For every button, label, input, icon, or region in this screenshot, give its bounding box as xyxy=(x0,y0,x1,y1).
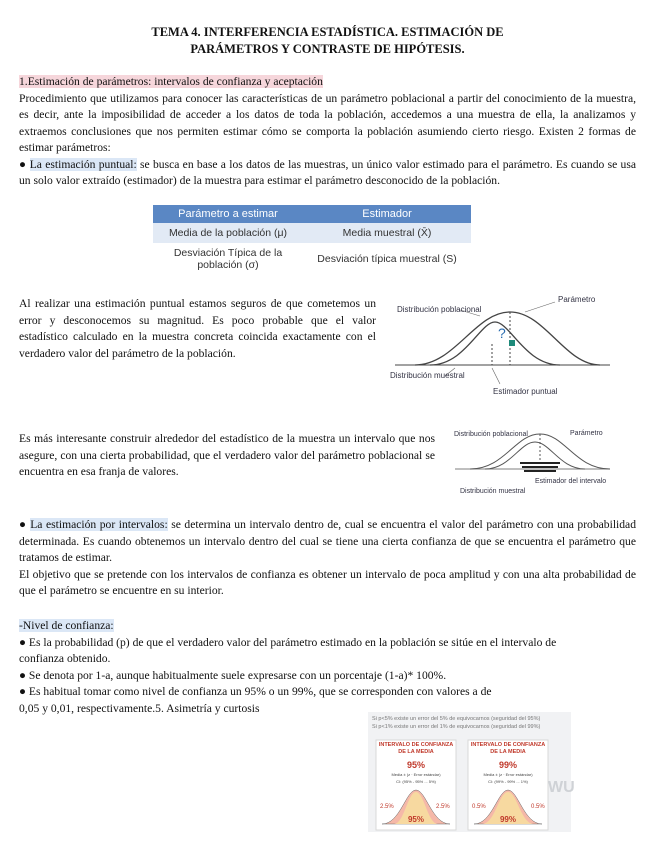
interval-bar xyxy=(522,466,558,468)
sample-curve xyxy=(485,442,585,469)
label-parametro: Parámetro xyxy=(558,295,596,304)
watermark-logo: WU xyxy=(548,779,575,796)
section-1 xyxy=(19,74,636,190)
label-distribucion-muestral: Distribución muestral xyxy=(390,371,465,380)
table-header: Estimador xyxy=(303,205,471,223)
center-95: 95% xyxy=(407,815,425,824)
label-distribucion-muestral: Distribución muestral xyxy=(460,488,526,495)
center-99: 99% xyxy=(499,815,517,824)
label-distribucion-poblacional: Distribución poblacional xyxy=(454,431,528,438)
tail-left-95: 2.5% xyxy=(380,804,394,810)
parameter-marker xyxy=(509,340,515,346)
figure-confidence-levels xyxy=(368,712,575,832)
card-95-subtitle: Media ± (z · Error estándar) xyxy=(391,772,441,777)
section-nivel-confianza xyxy=(19,618,579,717)
table-cell: Desviación típica muestral (S) xyxy=(303,243,471,275)
puntual-label: La estimación puntual: xyxy=(29,157,137,171)
bullet: ● xyxy=(19,157,27,171)
section-intervalos xyxy=(19,517,636,600)
table-cell: Desviación Típica de la población (σ) xyxy=(153,243,303,275)
title-line-2: PARÁMETROS Y CONTRASTE DE HIPÓTESIS. xyxy=(190,42,465,56)
table-row xyxy=(153,243,471,275)
section-1-heading: 1.Estimación de parámetros: intervalos de confianza y aceptación xyxy=(19,75,323,88)
nivel-heading: -Nivel de confianza: xyxy=(19,619,114,632)
table-cell: Media muestral (X̄) xyxy=(303,223,471,243)
nivel-bullet-2: ● Se denota por 1-a, aunque habitualmente suele expresarse con un porcentaje (1-a)* 100%. xyxy=(19,668,447,682)
card-99 xyxy=(468,740,548,830)
nivel-bullet-1: ● Es la probabilidad (p) de que el verdadero valor del parámetro estimado en la población se sitúe en el intervalo de confianza obtenido. xyxy=(19,635,557,665)
table-header: Parámetro a estimar xyxy=(153,205,303,223)
interval-bar xyxy=(524,470,556,472)
title-line-1: TEMA 4. INTERFERENCIA ESTADÍSTICA. ESTIMACIÓN DE xyxy=(151,25,504,39)
population-curve xyxy=(415,312,600,365)
label-estimador-puntual: Estimador puntual xyxy=(493,387,558,396)
tail-right-99: 0.5% xyxy=(531,804,545,810)
figure-interval-estimation xyxy=(450,424,615,499)
card-99-title: INTERVALO DE CONFIANZA DE LA MEDIA xyxy=(470,742,546,755)
note-1: Si p<1% existe un error del 1% de equivocarnos (seguridad del 99%) xyxy=(372,724,541,730)
figure-punctual-estimation xyxy=(385,292,615,402)
card-95 xyxy=(376,740,456,830)
section-1-intro: Procedimiento que utilizamos para conocer las características de un parámetro poblacional a partir del conocimiento de la muestra, es decir, ante la imposibilidad de acceder a los datos de toda la población, accedemos a una muestra de ella, la analizamos y extraemos conclusiones que nos permiten estimar cómo se comporta la población asumiendo cierto riesgo. Existen 2 formas de estimar parámetros: xyxy=(19,91,636,154)
bullet: ● xyxy=(19,518,27,531)
nivel-bullet-3-line-1: ● Es habitual tomar como nivel de confianza un 95% o un 99%, que se corresponden con valores a de xyxy=(19,685,492,698)
table-row xyxy=(153,223,471,243)
intervalos-label: La estimación por intervalos: xyxy=(30,518,168,531)
para-intervalo: Es más interesante construir alrededor del estadístico de la muestra un intervalo que nos asegure, con una cierta probabilidad, que el verdadero valor del parámetro poblacional se encuentra en esa franja de valores. xyxy=(19,432,435,478)
card-99-formula: CI: (99% - 99% ... 1%) xyxy=(488,779,528,784)
tail-right-95: 2.5% xyxy=(436,804,450,810)
card-99-percent: 99% xyxy=(498,760,518,770)
label-estimador-intervalo: Estimador del intervalo xyxy=(535,478,607,485)
sample-curve xyxy=(430,322,560,365)
table-cell: Media de la población (μ) xyxy=(153,223,303,243)
interval-bar xyxy=(520,462,560,464)
card-95-percent: 95% xyxy=(406,760,426,770)
card-99-subtitle: Media ± (z · Error estándar) xyxy=(483,772,533,777)
intervalos-text: se determina un intervalo dentro de, cual se encuentra el valor del parámetro con una probabilidad determinada. Es cuando obtenemos un intervalo dentro del cual se tiene una cierta confianza de que se encuentra el parámetro que tratamos de estimar. xyxy=(19,518,636,564)
tail-left-99: 0.5% xyxy=(472,804,486,810)
question-mark: ? xyxy=(498,325,506,341)
objetivo-text: El objetivo que se pretende con los intervalos de confianza es obtener un intervalo de poca amplitud y con una alta probabilidad de que el parámetro se encuentre en su interior. xyxy=(19,567,636,597)
label-distribucion-poblacional: Distribución poblacional xyxy=(397,305,482,314)
nivel-bullet-3-line-2: 0,05 y 0,01, respectivamente.5. Asimetría y curtosis xyxy=(19,701,260,715)
note-5: Si p<5% existe un error del 5% de equivocarnos (seguridad del 95%) xyxy=(372,716,541,722)
para-puntual: Al realizar una estimación puntual estamos seguros de que cometemos un error y desconocemos su magnitud. Es poco probable que el valor estadístico calculado en la muestra concreta coincida exactamente con el verdadero valor del parámetro de la población. xyxy=(19,297,376,360)
page-title xyxy=(0,24,655,58)
card-95-formula: CI: (95% - 95% ... 5%) xyxy=(396,779,436,784)
card-95-title: INTERVALO DE CONFIANZA DE LA MEDIA xyxy=(378,742,454,755)
label-parametro: Parámetro xyxy=(570,430,603,437)
puntual-text: se busca en base a los datos de las muestras, un único valor estimado para el parámetro. Es cuando se usa un solo valor extraído (estimador) de la muestra para estimar el parámetro desconocido de la población. xyxy=(19,157,637,187)
parameter-table xyxy=(153,205,471,275)
